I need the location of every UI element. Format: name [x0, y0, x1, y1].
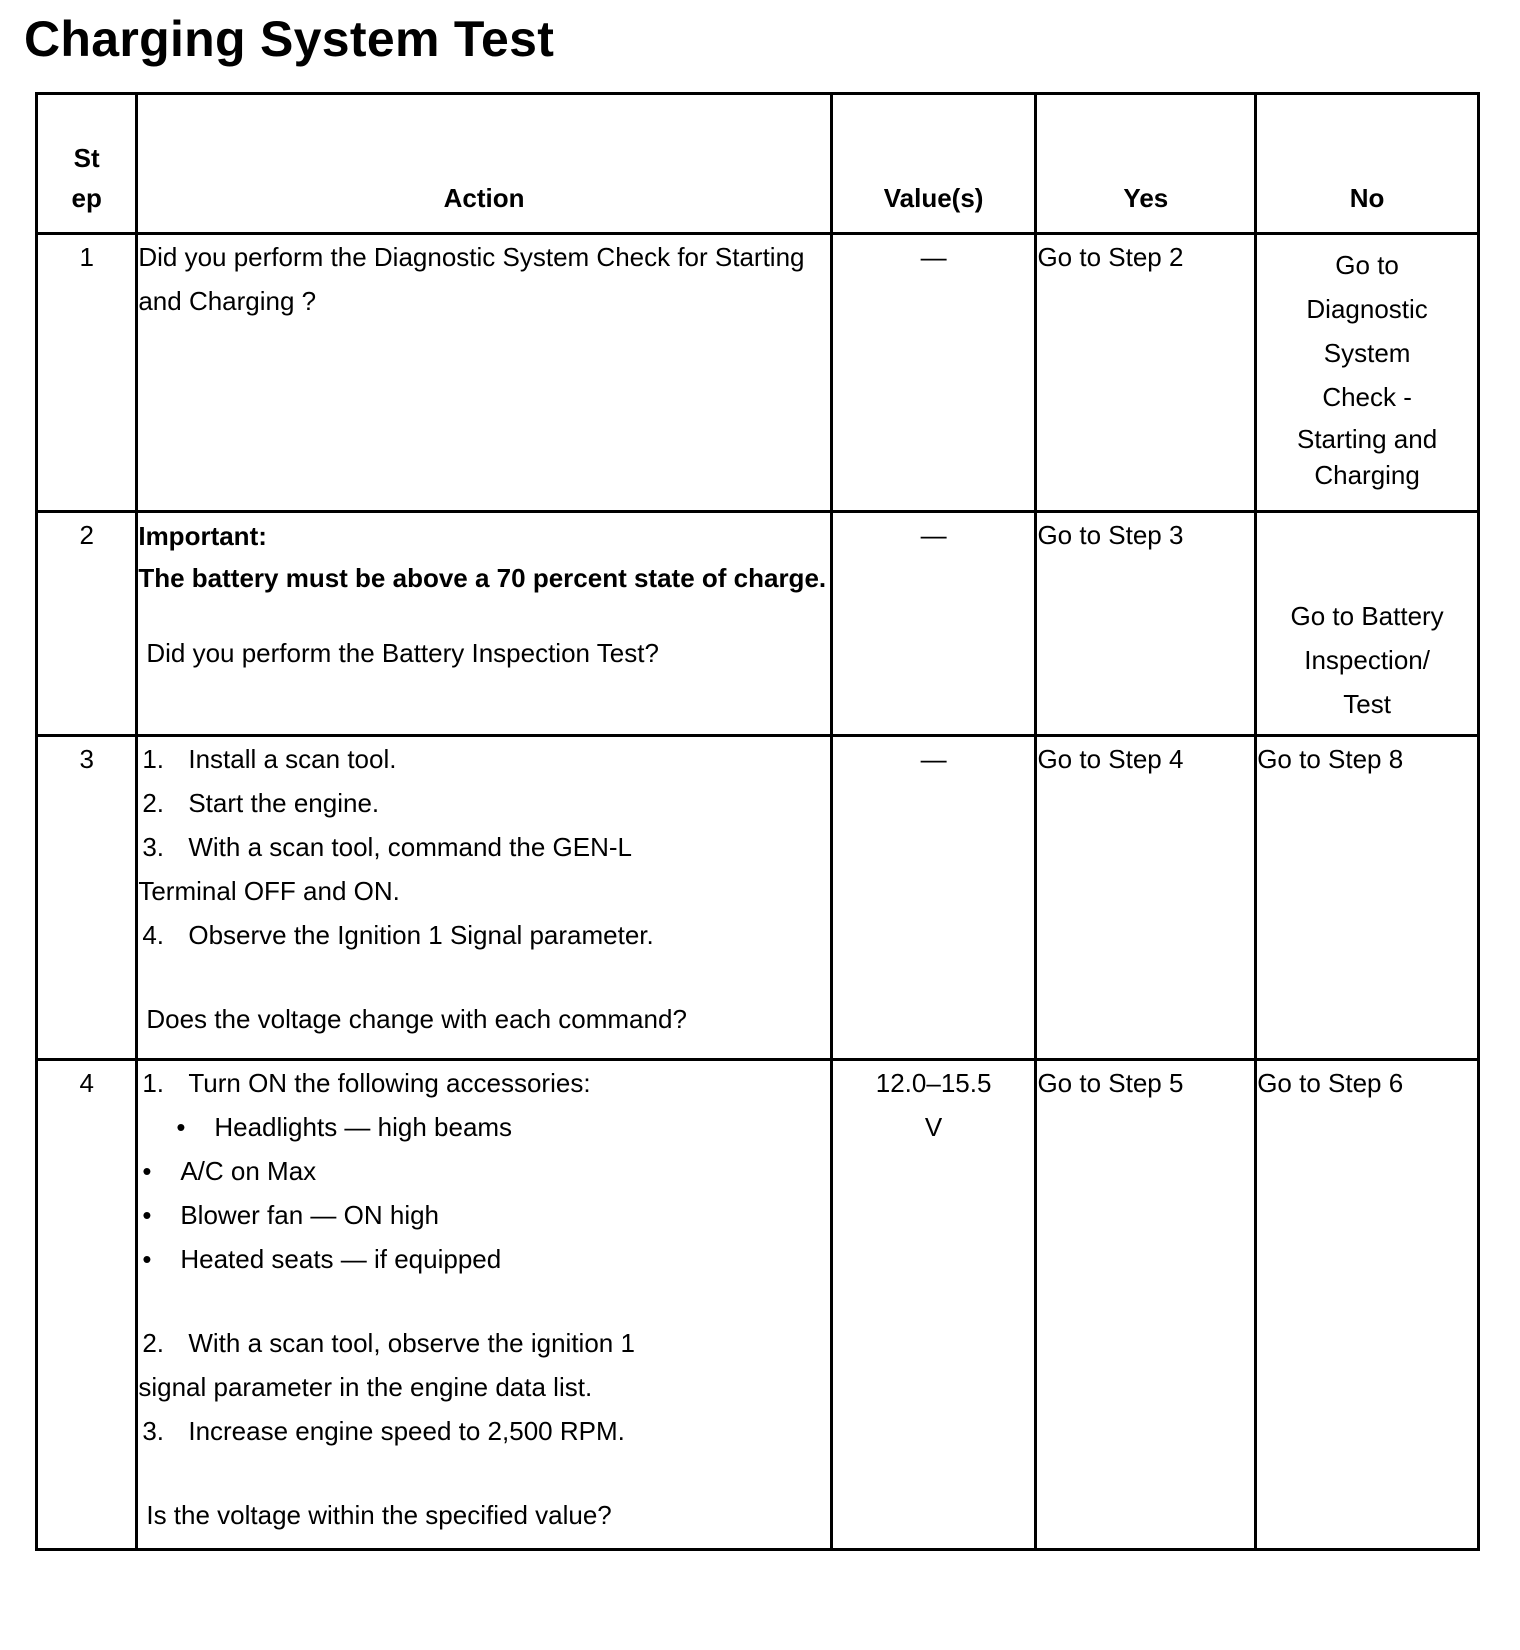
action-cell	[137, 1060, 831, 1550]
no-line: Charging	[1314, 460, 1420, 490]
list-item: 1. Turn ON the following accessories:	[142, 1068, 591, 1098]
no-line: Go to Battery	[1290, 601, 1444, 631]
action-cell	[137, 736, 831, 1060]
bullet-item: • Heated seats — if equipped	[142, 1244, 502, 1274]
value-line: 12.0–15.5	[875, 1068, 992, 1098]
header-yes: Yes	[1036, 94, 1256, 234]
step-number: 2	[37, 512, 137, 736]
action-question: Did you perform the Battery Inspection Test?	[146, 638, 659, 668]
yes-cell: Go to Step 2	[1036, 234, 1256, 512]
value-line: V	[924, 1112, 943, 1142]
yes-cell: Go to Step 4	[1036, 736, 1256, 1060]
step-number: 1	[37, 234, 137, 512]
no-line: Diagnostic	[1306, 294, 1428, 324]
list-item: 4. Observe the Ignition 1 Signal parameter.	[142, 920, 654, 950]
value-cell	[831, 1060, 1036, 1550]
important-label: Important:	[138, 521, 267, 551]
page-title: Charging System Test	[24, 11, 555, 67]
list-item-continuation: Terminal OFF and ON.	[138, 876, 400, 906]
list-item: 1. Install a scan tool.	[142, 744, 397, 774]
important-text: The battery must be above a 70 percent state of charge.	[138, 563, 827, 593]
no-cell: Go to Step 6	[1256, 1060, 1479, 1550]
list-item: 2. With a scan tool, observe the ignition 1	[142, 1328, 635, 1358]
bullet-item: • Blower fan — ON high	[142, 1200, 440, 1230]
step-number: 4	[37, 1060, 137, 1550]
header-step	[37, 94, 137, 234]
action-cell	[137, 234, 831, 512]
list-item: 2. Start the engine.	[142, 788, 380, 818]
value-cell	[831, 512, 1036, 736]
header-action: Action	[137, 94, 831, 234]
action-question: Does the voltage change with each command?	[146, 1004, 687, 1034]
yes-cell: Go to Step 5	[1036, 1060, 1256, 1550]
bullet-item: • Headlights — high beams	[176, 1112, 513, 1142]
table-row	[37, 1060, 1479, 1550]
list-item-continuation: signal parameter in the engine data list.	[138, 1372, 593, 1402]
value-text: —	[920, 744, 947, 774]
bullet-item: • A/C on Max	[142, 1156, 317, 1186]
value-text: —	[920, 242, 947, 272]
table-row	[37, 512, 1479, 736]
action-question: Did you perform the Diagnostic System Check for Starting and Charging ?	[138, 242, 805, 316]
no-line: System	[1323, 338, 1411, 368]
no-cell: Go to Step 8	[1256, 736, 1479, 1060]
action-question: Is the voltage within the specified value?	[146, 1500, 612, 1530]
no-line: Starting and	[1296, 424, 1438, 454]
list-item: 3. With a scan tool, command the GEN-L	[142, 832, 632, 862]
no-line: Go to	[1335, 250, 1399, 280]
no-line: Check -	[1322, 382, 1412, 412]
table-row	[37, 234, 1479, 512]
value-cell	[831, 736, 1036, 1060]
step-number: 3	[37, 736, 137, 1060]
value-cell	[831, 234, 1036, 512]
header-no: No	[1256, 94, 1479, 234]
header-values: Value(s)	[831, 94, 1036, 234]
list-item: 3. Increase engine speed to 2,500 RPM.	[142, 1416, 625, 1446]
charging-system-test-table	[35, 92, 1480, 1551]
header-row	[37, 94, 1479, 234]
yes-cell: Go to Step 3	[1036, 512, 1256, 736]
table-row	[37, 736, 1479, 1060]
action-cell	[137, 512, 831, 736]
no-line: Inspection/	[1304, 645, 1430, 675]
no-cell	[1256, 512, 1479, 736]
header-step-line2: ep	[71, 183, 102, 213]
no-cell	[1256, 234, 1479, 512]
value-text: —	[920, 520, 947, 550]
header-step-line1: St	[73, 143, 100, 173]
no-line: Test	[1343, 689, 1391, 719]
